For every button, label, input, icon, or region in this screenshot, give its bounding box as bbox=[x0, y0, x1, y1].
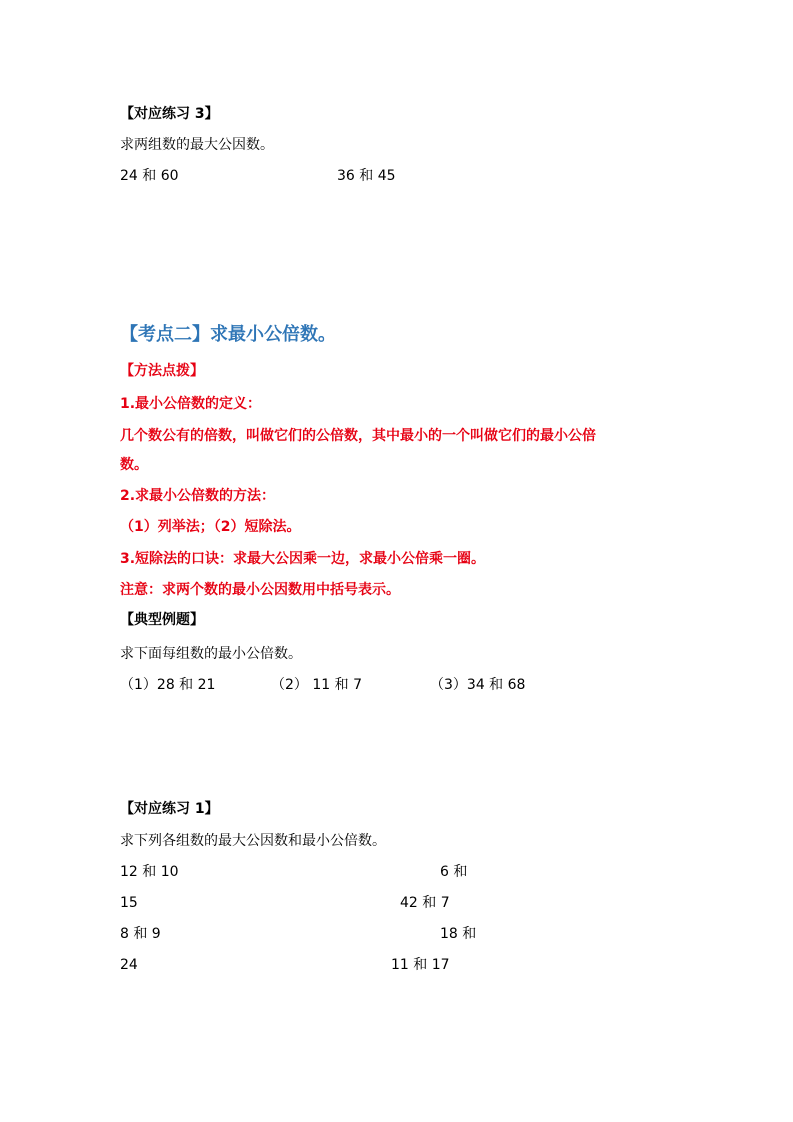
practice1-row2-right: 42 和 7 bbox=[400, 895, 450, 911]
practice1-row4-right: 11 和 17 bbox=[391, 957, 450, 973]
practice1-instruction: 求下列各组数的最大公因数和最小公倍数。 bbox=[120, 833, 386, 849]
method-line-1: 1.最小公倍数的定义： bbox=[120, 396, 262, 412]
practice1-heading: 【对应练习 1】 bbox=[120, 801, 219, 817]
method-heading: 【方法点拨】 bbox=[120, 363, 204, 379]
practice3-item-1: 24 和 60 bbox=[120, 168, 179, 184]
practice3-instruction: 求两组数的最大公因数。 bbox=[120, 137, 274, 153]
example-heading: 【典型例题】 bbox=[120, 612, 204, 628]
practice1-row1-left: 12 和 10 bbox=[120, 864, 179, 880]
practice1-row2-left: 15 bbox=[120, 895, 138, 911]
method-line-7: 注意：求两个数的最小公因数用中括号表示。 bbox=[120, 582, 400, 598]
practice3-item-2: 36 和 45 bbox=[337, 168, 396, 184]
section-heading-point2: 【考点二】求最小公倍数。 bbox=[120, 324, 336, 345]
method-line-5: （1）列举法；（2）短除法。 bbox=[120, 519, 301, 535]
example-item-3: （3）34 和 68 bbox=[430, 677, 526, 693]
practice1-row3-left: 8 和 9 bbox=[120, 926, 161, 942]
example-item-1: （1）28 和 21 bbox=[120, 677, 216, 693]
method-line-6: 3.短除法的口诀：求最大公因乘一边，求最小公倍乘一圈。 bbox=[120, 551, 486, 567]
practice1-row3-right: 18 和 bbox=[440, 926, 477, 942]
example-item-2: （2） 11 和 7 bbox=[271, 677, 362, 693]
practice1-row1-right: 6 和 bbox=[440, 864, 468, 880]
method-line-3: 数。 bbox=[120, 457, 148, 473]
example-instruction: 求下面每组数的最小公倍数。 bbox=[120, 646, 302, 662]
method-line-4: 2.求最小公倍数的方法： bbox=[120, 488, 276, 504]
practice1-row4-left: 24 bbox=[120, 957, 138, 973]
practice3-heading: 【对应练习 3】 bbox=[120, 106, 219, 122]
method-line-2: 几个数公有的倍数，叫做它们的公倍数，其中最小的一个叫做它们的最小公倍 bbox=[120, 428, 596, 444]
